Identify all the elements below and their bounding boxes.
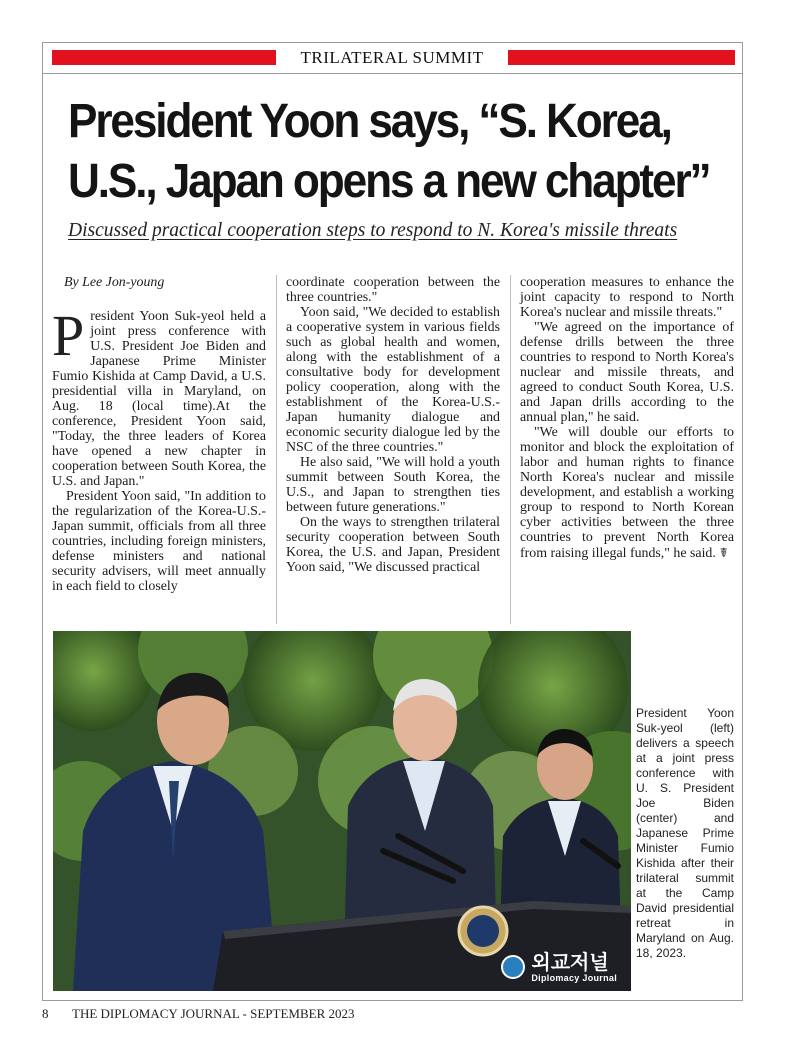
headline xyxy=(68,92,710,212)
byline: By Lee Jon-young xyxy=(64,275,165,290)
publication-name: THE DIPLOMACY JOURNAL - SEPTEMBER 2023 xyxy=(72,1006,355,1021)
article-column-1 xyxy=(52,275,266,594)
article-paragraph: "We agreed on the importance of defense drills between the three countries to respond to North Korea's nuclear and missile threats, and agreed to conduct South Korea, U.S. and Japan drills according to the annual plan," he said. xyxy=(520,320,734,425)
article-column-2 xyxy=(286,275,500,575)
page-number: 8 xyxy=(42,1006,49,1021)
page-footer xyxy=(42,1006,355,1022)
header-rule xyxy=(42,73,743,74)
article-text: "We will double our efforts to monitor and block the exploitation of labor and human rights to finance North Korea's nuclear and missile development, and establish a working group to respond to North Korean cyber activities between the three countries to prevent North Korea from raising illegal funds," he said. xyxy=(520,425,734,561)
column-divider xyxy=(510,275,511,624)
section-bar-right xyxy=(508,50,735,65)
article-column-3 xyxy=(520,275,734,561)
headline-line-1: President Yoon says, “S. Korea, xyxy=(68,95,671,148)
photo-caption: President Yoon Suk-yeol (left) delivers a speech at a joint press conference with U. S. President Joe Biden (center) and Japanese Prime Minister Fumio Kishida after their trilateral summit at the Camp David presidential retreat in Maryland on Aug. 18, 2023. xyxy=(636,706,734,960)
article-paragraph xyxy=(52,303,266,489)
globe-icon xyxy=(501,955,525,979)
headline-line-2: U.S., Japan opens a new chapter” xyxy=(68,155,710,208)
section-bar-left xyxy=(52,50,276,65)
subheadline: Discussed practical cooperation steps to respond to N. Korea's missile threats xyxy=(68,220,678,241)
article-paragraph: Yoon said, "We decided to establish a cooperative system in various fields such as global health and women, along with the establishment of a consultative body for development policy cooperation, along with the establishment of the Korea-U.S.-Japan humanity dialogue and economic security dialogue led by the NSC of the three countries." xyxy=(286,305,500,455)
diplomacy-journal-logo xyxy=(501,951,617,983)
column-divider xyxy=(276,275,277,624)
article-paragraph: He also said, "We will hold a youth summit between South Korea, the U.S., and Japan to strengthen ties between future generations." xyxy=(286,455,500,515)
section-header xyxy=(52,48,735,68)
end-mark-icon: ☤ xyxy=(719,545,729,560)
photo-illustration xyxy=(53,631,631,991)
article-paragraph: On the ways to strengthen trilateral security cooperation between South Korea, the U.S. and Japan, President Yoon said, "We discussed practical xyxy=(286,515,500,575)
article-paragraph: cooperation measures to enhance the joint capacity to respond to North Korea's nuclear and missile threats." xyxy=(520,275,734,320)
article-paragraph: President Yoon said, "In addition to the regularization of the Korea-U.S.-Japan summit, officials from all three countries, including foreign ministers, defense ministers and national security advisers, will meet annually in each field to closely xyxy=(52,489,266,594)
article-paragraph xyxy=(520,425,734,561)
logo-english-text: Diplomacy Journal xyxy=(531,973,617,983)
article-text: resident Yoon Suk-yeol held a joint press conference with U.S. President Joe Biden and Japanese Prime Minister Fumio Kishida at Camp David, a U.S. presidential villa in Maryland, on Aug. 18 (local time).At the conference, President Yoon said, "Today, the three leaders of Korea have opened a new chapter in cooperation between South Korea, the U.S. and Japan." xyxy=(52,309,266,489)
drop-cap: P xyxy=(52,303,85,368)
summit-photo xyxy=(53,631,631,991)
logo-korean-text: 외교저널 xyxy=(531,950,609,974)
article-paragraph: coordinate cooperation between the three countries." xyxy=(286,275,500,305)
section-label: TRILATERAL SUMMIT xyxy=(300,48,484,67)
